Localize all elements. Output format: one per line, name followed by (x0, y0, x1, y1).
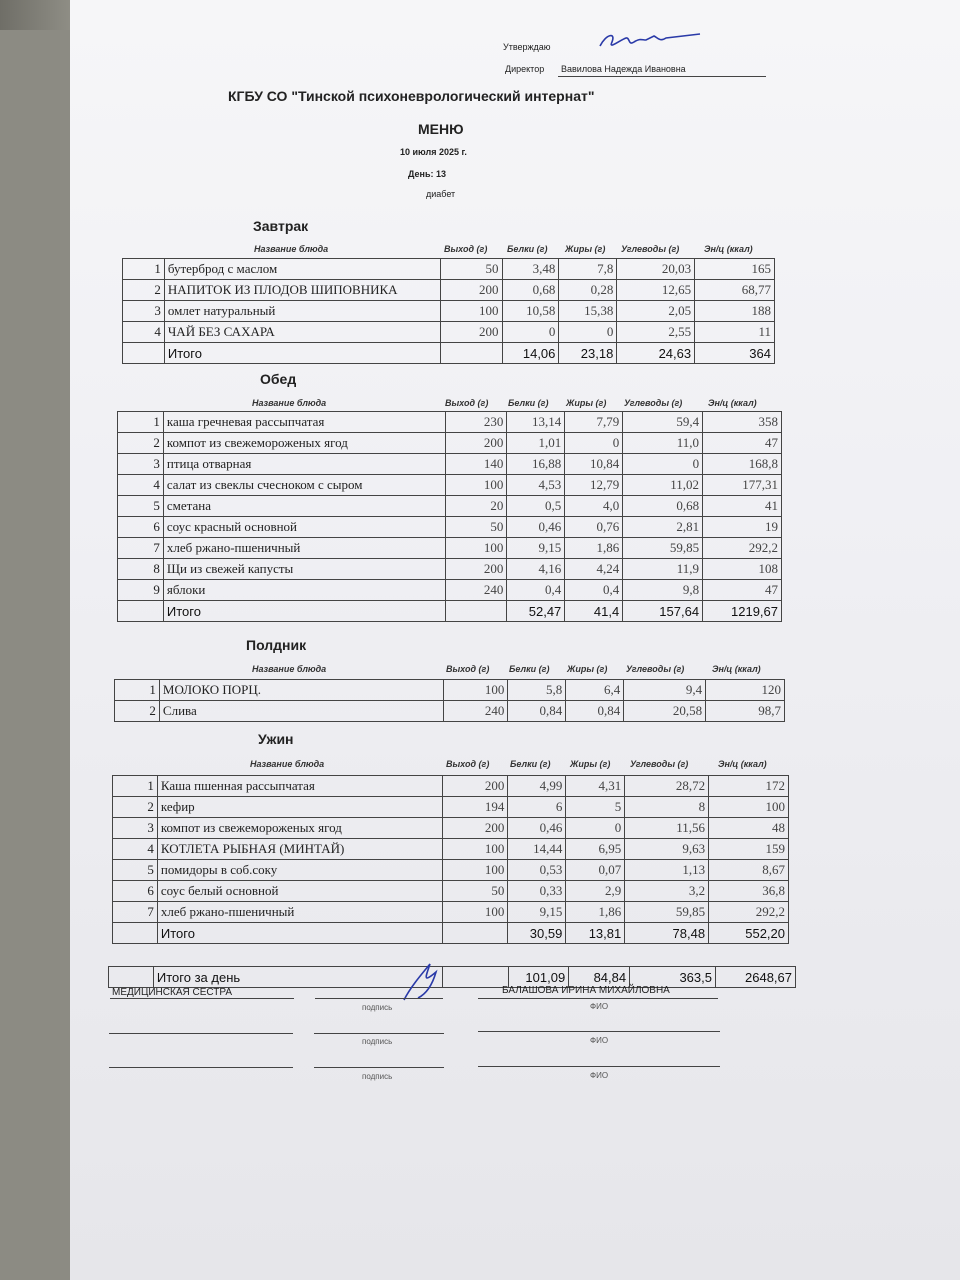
row-number: 7 (113, 902, 158, 923)
row-number: 4 (123, 322, 165, 343)
fat-value: 1,86 (566, 902, 625, 923)
table-row (118, 559, 782, 580)
table-row (118, 454, 782, 475)
fat-value: 0 (565, 433, 623, 454)
dish-name: яблоки (163, 580, 445, 601)
signature-line-fio (478, 998, 718, 999)
snack-table (114, 679, 785, 722)
energy-value: 100 (709, 797, 789, 818)
fat-value: 0,28 (559, 280, 617, 301)
fat-value: 0,07 (566, 860, 625, 881)
fat-value: 1,86 (565, 538, 623, 559)
row-number: 3 (118, 454, 164, 475)
dish-name: бутерброд с маслом (164, 259, 440, 280)
yield-value: 200 (440, 322, 502, 343)
protein-value: 0,84 (508, 701, 566, 722)
protein-value: 0,5 (507, 496, 565, 517)
director-underline (558, 76, 766, 77)
carbs-value: 0 (623, 454, 703, 475)
day-total-row (109, 967, 796, 988)
table-row (118, 475, 782, 496)
carbs-value: 2,05 (617, 301, 695, 322)
total-row (118, 601, 782, 622)
fat-value: 0,4 (565, 580, 623, 601)
yield-value: 50 (442, 881, 508, 902)
total-fat: 13,81 (566, 923, 625, 944)
dish-name: Щи из свежей капусты (163, 559, 445, 580)
carbs-value: 1,13 (625, 860, 709, 881)
protein-value: 0,4 (507, 580, 565, 601)
carbs-value: 11,02 (623, 475, 703, 496)
dinner-table (112, 775, 789, 944)
carbs-value: 11,0 (623, 433, 703, 454)
yield-value: 50 (445, 517, 507, 538)
table-row (123, 322, 775, 343)
yield-value: 194 (442, 797, 508, 818)
protein-value: 9,15 (507, 538, 565, 559)
yield-value: 140 (445, 454, 507, 475)
table-row (113, 860, 789, 881)
fat-value: 2,9 (566, 881, 625, 902)
row-number: 6 (118, 517, 164, 538)
dish-name: компот из свежемороженых ягод (157, 818, 442, 839)
energy-value: 47 (703, 580, 782, 601)
energy-value: 358 (703, 412, 782, 433)
dish-name: салат из свеклы счесноком с сыром (163, 475, 445, 496)
fio-caption: ФИО (590, 1002, 609, 1011)
col-header-energy: Эн/ц (ккал) (704, 244, 753, 254)
energy-value: 165 (695, 259, 775, 280)
row-number: 2 (115, 701, 160, 722)
energy-value: 68,77 (695, 280, 775, 301)
energy-value: 292,2 (703, 538, 782, 559)
protein-value: 5,8 (508, 680, 566, 701)
menu-date: 10 июля 2025 г. (400, 147, 467, 157)
energy-value: 36,8 (709, 881, 789, 902)
table-row (113, 839, 789, 860)
table-row (113, 902, 789, 923)
total-row (123, 343, 775, 364)
col-header-protein: Белки (г) (507, 244, 548, 254)
yield-value: 230 (445, 412, 507, 433)
fat-value: 10,84 (565, 454, 623, 475)
dish-name: помидоры в соб.соку (157, 860, 442, 881)
dish-name: компот из свежемороженых ягод (163, 433, 445, 454)
signature-line-fio (478, 1031, 720, 1032)
protein-value: 0,46 (508, 818, 566, 839)
yield-value: 200 (445, 559, 507, 580)
yield-value: 100 (442, 860, 508, 881)
signature-person: БАЛАШОВА ИРИНА МИХАЙЛОВНА (502, 985, 670, 996)
protein-value: 4,16 (507, 559, 565, 580)
table-row (123, 280, 775, 301)
carbs-value: 59,85 (625, 902, 709, 923)
table-row (118, 412, 782, 433)
director-signature (596, 28, 706, 56)
protein-value: 6 (508, 797, 566, 818)
table-row (118, 538, 782, 559)
col-header-carbs: Углеводы (г) (626, 664, 685, 674)
dish-name: МОЛОКО ПОРЦ. (159, 680, 444, 701)
col-header-carbs: Углеводы (г) (621, 244, 680, 254)
table-row (113, 818, 789, 839)
col-header-yield: Выход (г) (446, 759, 490, 769)
fat-value: 4,0 (565, 496, 623, 517)
total-carbs: 157,64 (623, 601, 703, 622)
col-header-fat: Жиры (г) (567, 664, 608, 674)
fat-value: 0 (566, 818, 625, 839)
dish-name: Каша пшенная рассыпчатая (157, 776, 442, 797)
col-header-carbs: Углеводы (г) (630, 759, 689, 769)
carbs-value: 9,4 (624, 680, 706, 701)
row-number: 1 (123, 259, 165, 280)
menu-day: День: 13 (408, 169, 447, 179)
total-row (113, 923, 789, 944)
day-total-carbs: 363,5 (630, 967, 716, 988)
protein-value: 0,68 (502, 280, 559, 301)
day-total-fat: 84,84 (569, 967, 630, 988)
col-header-carbs: Углеводы (г) (624, 398, 683, 408)
col-header-energy: Эн/ц (ккал) (708, 398, 757, 408)
carbs-value: 12,65 (617, 280, 695, 301)
col-header-yield: Выход (г) (445, 398, 489, 408)
section-title-snack: Полдник (246, 637, 307, 653)
energy-value: 159 (709, 839, 789, 860)
approve-label: Утверждаю (503, 42, 551, 52)
yield-value: 200 (445, 433, 507, 454)
dish-name: омлет натуральный (164, 301, 440, 322)
carbs-value: 59,85 (623, 538, 703, 559)
row-number: 4 (118, 475, 164, 496)
table-row (123, 259, 775, 280)
fat-value: 6,4 (566, 680, 624, 701)
table-row (118, 433, 782, 454)
energy-value: 98,7 (706, 701, 785, 722)
col-header-fat: Жиры (г) (570, 759, 611, 769)
org-title: КГБУ СО "Тинской психоневрологический интернат" (228, 88, 595, 104)
table-row (118, 580, 782, 601)
carbs-value: 2,55 (617, 322, 695, 343)
sign-caption: подпись (362, 1003, 393, 1012)
yield-value: 100 (445, 538, 507, 559)
diet-label: диабет (426, 189, 456, 199)
col-header-name: Название блюда (254, 244, 329, 254)
fat-value: 7,8 (559, 259, 617, 280)
table-row (113, 776, 789, 797)
yield-value: 200 (442, 818, 508, 839)
total-energy: 552,20 (709, 923, 789, 944)
protein-value: 16,88 (507, 454, 565, 475)
dish-name: соус белый основной (157, 881, 442, 902)
day-total-table (108, 966, 796, 988)
row-number: 3 (113, 818, 158, 839)
carbs-value: 28,72 (625, 776, 709, 797)
fat-value: 0 (559, 322, 617, 343)
section-title-lunch: Обед (260, 371, 297, 387)
col-header-name: Название блюда (252, 398, 327, 408)
yield-value: 240 (445, 580, 507, 601)
yield-value: 240 (444, 701, 508, 722)
signature-line-sign (314, 1067, 444, 1068)
col-header-energy: Эн/ц (ккал) (718, 759, 767, 769)
fat-value: 5 (566, 797, 625, 818)
total-fat: 23,18 (559, 343, 617, 364)
fat-value: 4,24 (565, 559, 623, 580)
signature-line-role (110, 998, 294, 999)
energy-value: 41 (703, 496, 782, 517)
col-header-yield: Выход (г) (444, 244, 488, 254)
director-label: Директор (505, 64, 545, 74)
total-protein: 30,59 (508, 923, 566, 944)
yield-value: 100 (440, 301, 502, 322)
dish-name: соус красный основной (163, 517, 445, 538)
energy-value: 11 (695, 322, 775, 343)
energy-value: 108 (703, 559, 782, 580)
row-number: 2 (118, 433, 164, 454)
total-label: Итого (163, 601, 445, 622)
row-number: 1 (113, 776, 158, 797)
menu-title: МЕНЮ (418, 121, 464, 137)
signature-role: МЕДИЦИНСКАЯ СЕСТРА (112, 987, 233, 998)
fio-caption: ФИО (590, 1036, 609, 1045)
protein-value: 13,14 (507, 412, 565, 433)
day-total-label: Итого за день (153, 967, 443, 988)
col-header-protein: Белки (г) (508, 398, 549, 408)
protein-value: 9,15 (508, 902, 566, 923)
protein-value: 14,44 (508, 839, 566, 860)
dish-name: сметана (163, 496, 445, 517)
dish-name: птица отварная (163, 454, 445, 475)
row-number: 8 (118, 559, 164, 580)
carbs-value: 9,8 (623, 580, 703, 601)
protein-value: 0,53 (508, 860, 566, 881)
dish-name: хлеб ржано-пшеничный (157, 902, 442, 923)
protein-value: 4,53 (507, 475, 565, 496)
col-header-fat: Жиры (г) (565, 244, 606, 254)
row-number: 3 (123, 301, 165, 322)
col-header-protein: Белки (г) (509, 664, 550, 674)
table-row (113, 797, 789, 818)
table-row (118, 496, 782, 517)
row-number: 5 (113, 860, 158, 881)
row-number: 2 (113, 797, 158, 818)
total-protein: 14,06 (502, 343, 559, 364)
energy-value: 48 (709, 818, 789, 839)
carbs-value: 3,2 (625, 881, 709, 902)
energy-value: 19 (703, 517, 782, 538)
carbs-value: 2,81 (623, 517, 703, 538)
col-header-fat: Жиры (г) (566, 398, 607, 408)
yield-value: 50 (440, 259, 502, 280)
energy-value: 172 (709, 776, 789, 797)
col-header-energy: Эн/ц (ккал) (712, 664, 761, 674)
signature-line-sign (314, 1033, 444, 1034)
total-carbs: 78,48 (625, 923, 709, 944)
yield-value: 200 (440, 280, 502, 301)
yield-value: 100 (442, 839, 508, 860)
fat-value: 0,76 (565, 517, 623, 538)
fat-value: 0,84 (566, 701, 624, 722)
table-row (123, 301, 775, 322)
section-title-breakfast: Завтрак (253, 218, 309, 234)
energy-value: 177,31 (703, 475, 782, 496)
carbs-value: 59,4 (623, 412, 703, 433)
row-number: 9 (118, 580, 164, 601)
total-fat: 41,4 (565, 601, 623, 622)
protein-value: 0 (502, 322, 559, 343)
signature-line-sign (315, 998, 443, 999)
carbs-value: 11,9 (623, 559, 703, 580)
total-carbs: 24,63 (617, 343, 695, 364)
energy-value: 120 (706, 680, 785, 701)
lunch-table (117, 411, 782, 622)
row-number: 7 (118, 538, 164, 559)
dish-name: КОТЛЕТА РЫБНАЯ (МИНТАЙ) (157, 839, 442, 860)
table-row (118, 517, 782, 538)
carbs-value: 20,03 (617, 259, 695, 280)
carbs-value: 8 (625, 797, 709, 818)
energy-value: 292,2 (709, 902, 789, 923)
total-protein: 52,47 (507, 601, 565, 622)
carbs-value: 20,58 (624, 701, 706, 722)
protein-value: 0,33 (508, 881, 566, 902)
row-number: 1 (115, 680, 160, 701)
total-energy: 1219,67 (703, 601, 782, 622)
col-header-name: Название блюда (252, 664, 327, 674)
fat-value: 12,79 (565, 475, 623, 496)
table-row (115, 701, 785, 722)
yield-value: 100 (444, 680, 508, 701)
energy-value: 188 (695, 301, 775, 322)
carbs-value: 11,56 (625, 818, 709, 839)
dish-name: кефир (157, 797, 442, 818)
total-energy: 364 (695, 343, 775, 364)
row-number: 5 (118, 496, 164, 517)
total-label: Итого (164, 343, 440, 364)
signature-line-role (109, 1067, 293, 1068)
carbs-value: 0,68 (623, 496, 703, 517)
dish-name: хлеб ржано-пшеничный (163, 538, 445, 559)
sign-caption: подпись (362, 1072, 393, 1081)
col-header-protein: Белки (г) (510, 759, 551, 769)
protein-value: 4,99 (508, 776, 566, 797)
section-title-dinner: Ужин (258, 731, 294, 747)
day-total-energy: 2648,67 (716, 967, 796, 988)
protein-value: 0,46 (507, 517, 565, 538)
fat-value: 15,38 (559, 301, 617, 322)
yield-value: 20 (445, 496, 507, 517)
day-total-protein: 101,09 (509, 967, 569, 988)
fat-value: 6,95 (566, 839, 625, 860)
col-header-name: Название блюда (250, 759, 325, 769)
sign-caption: подпись (362, 1037, 393, 1046)
energy-value: 168,8 (703, 454, 782, 475)
dish-name: НАПИТОК ИЗ ПЛОДОВ ШИПОВНИКА (164, 280, 440, 301)
dish-name: Слива (159, 701, 444, 722)
energy-value: 8,67 (709, 860, 789, 881)
row-number: 2 (123, 280, 165, 301)
protein-value: 10,58 (502, 301, 559, 322)
energy-value: 47 (703, 433, 782, 454)
row-number: 4 (113, 839, 158, 860)
breakfast-table (122, 258, 775, 364)
fio-caption: ФИО (590, 1071, 609, 1080)
table-row (115, 680, 785, 701)
director-name: Вавилова Надежда Ивановна (561, 64, 686, 74)
protein-value: 3,48 (502, 259, 559, 280)
protein-value: 1,01 (507, 433, 565, 454)
signature-line-role (109, 1033, 293, 1034)
yield-value: 100 (445, 475, 507, 496)
row-number: 1 (118, 412, 164, 433)
yield-value: 200 (442, 776, 508, 797)
yield-value: 100 (442, 902, 508, 923)
total-label: Итого (157, 923, 442, 944)
col-header-yield: Выход (г) (446, 664, 490, 674)
carbs-value: 9,63 (625, 839, 709, 860)
fat-value: 7,79 (565, 412, 623, 433)
document-page (70, 0, 960, 1280)
signature-line-fio (478, 1066, 720, 1067)
row-number: 6 (113, 881, 158, 902)
fat-value: 4,31 (566, 776, 625, 797)
dish-name: ЧАЙ БЕЗ САХАРА (164, 322, 440, 343)
dish-name: каша гречневая рассыпчатая (163, 412, 445, 433)
table-row (113, 881, 789, 902)
